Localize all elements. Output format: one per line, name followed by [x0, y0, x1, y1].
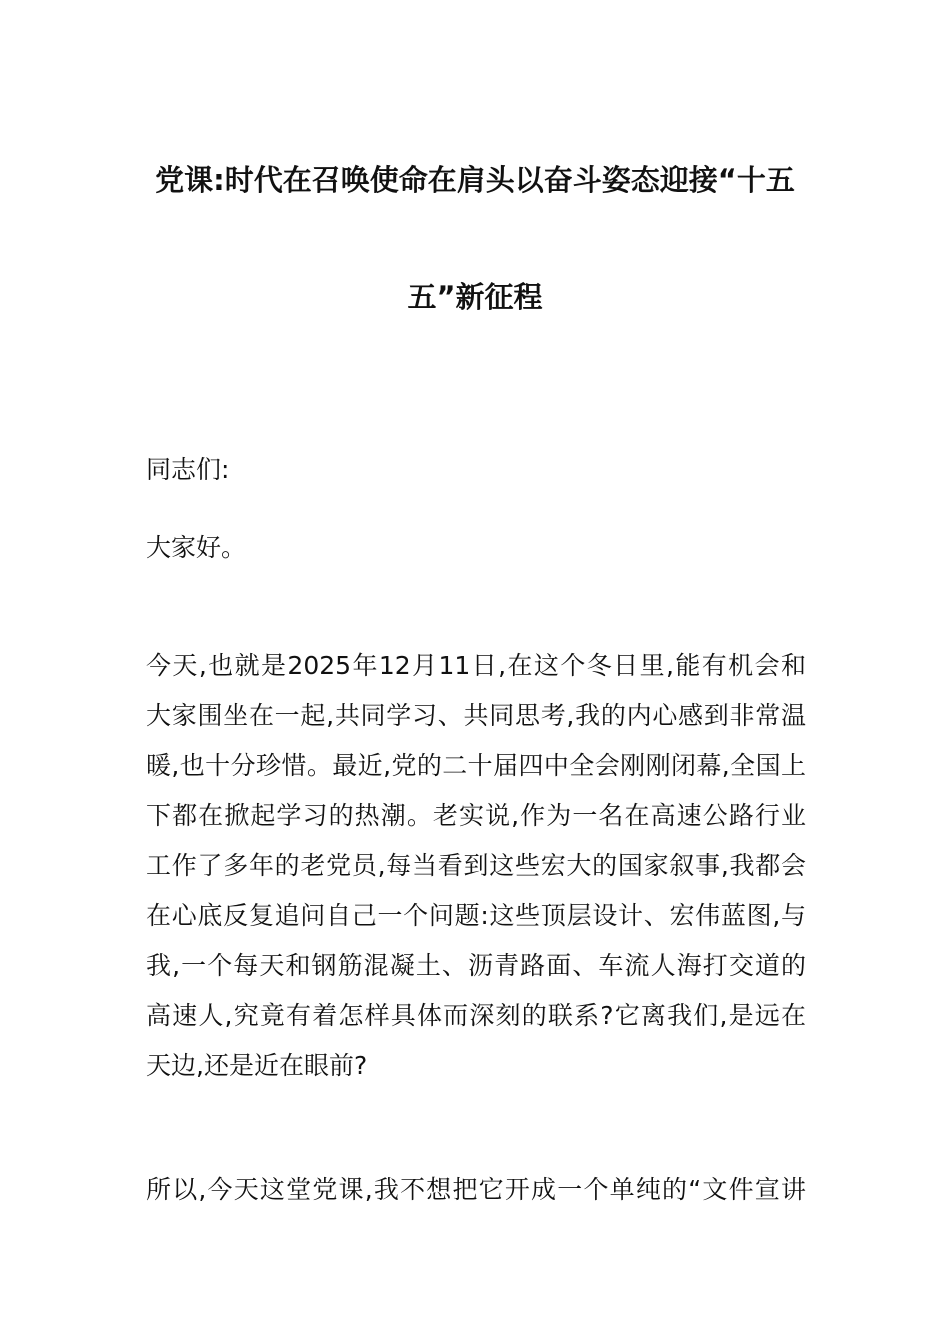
salutation: 同志们: — [146, 455, 230, 484]
paragraph-line: 下都在掀起学习的热潮。老实说,作为一名在高速公路行业 — [146, 801, 806, 830]
paragraph-line: 工作了多年的老党员,每当看到这些宏大的国家叙事,我都会 — [146, 851, 806, 880]
document-title-line-2: 五”新征程 — [407, 280, 543, 314]
paragraph-line: 我,一个每天和钢筋混凝土、沥青路面、车流人海打交道的 — [146, 951, 806, 980]
paragraph-line: 大家围坐在一起,共同学习、共同思考,我的内心感到非常温 — [146, 701, 806, 730]
paragraph-line: 在心底反复追问自己一个问题:这些顶层设计、宏伟蓝图,与 — [146, 901, 806, 930]
document-title-line-1: 党课:时代在召唤使命在肩头以奋斗姿态迎接“十五 — [155, 163, 795, 197]
paragraph-line: 天边,还是近在眼前? — [146, 1051, 368, 1080]
paragraph-line: 暖,也十分珍惜。最近,党的二十届四中全会刚刚闭幕,全国上 — [146, 751, 806, 780]
greeting: 大家好。 — [146, 533, 247, 562]
paragraph-line: 所以,今天这堂党课,我不想把它开成一个单纯的“文件宣讲 — [146, 1175, 806, 1204]
paragraph-line: 今天,也就是2025年12月11日,在这个冬日里,能有机会和 — [146, 651, 806, 680]
paragraph-line: 高速人,究竟有着怎样具体而深刻的联系?它离我们,是远在 — [146, 1001, 806, 1030]
